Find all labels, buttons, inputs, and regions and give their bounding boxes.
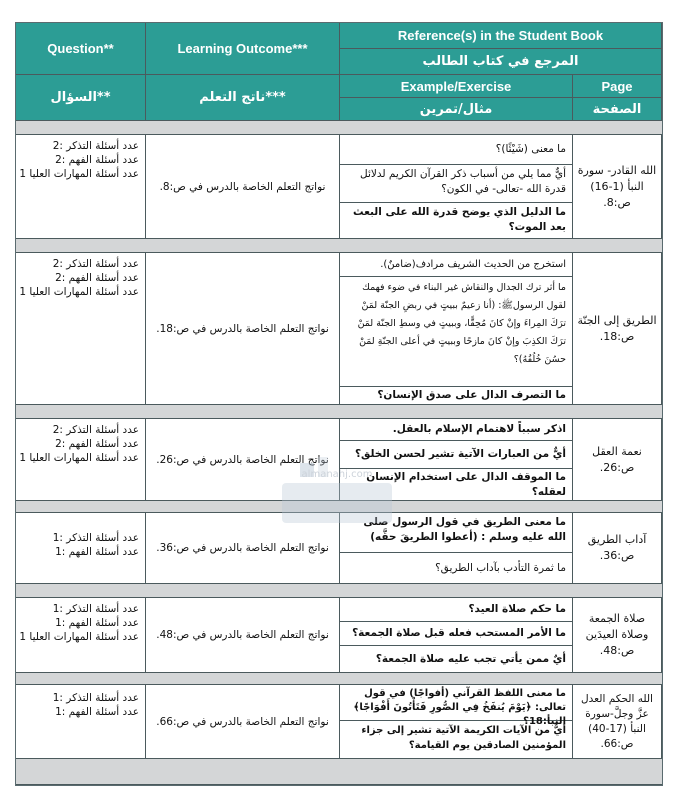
example-2-1: استخرج من الحديث الشريف مرادف(ضامنٌ). (340, 253, 573, 277)
learning-outcome-4: نواتج التعلم الخاصة بالدرس في ص:36. (146, 513, 340, 584)
site-watermark-logo (262, 455, 412, 545)
row-separator (16, 673, 662, 685)
header-question-en: Question** (16, 23, 146, 75)
question-counts-6: عدد أسئلة التذكر :1 عدد أسئلة الفهم :1 (16, 685, 146, 759)
page-ref-4: آداب الطريق ص:36. (573, 513, 662, 584)
example-3-3: ما الموقف الدال على استخدام الإنسان لعقله؟ (340, 469, 573, 501)
example-5-2: ما الأمر المستحب فعله قبل صلاة الجمعة؟ (340, 622, 573, 646)
row-separator (16, 405, 662, 419)
example-5-3: أيٌ ممن يأتي تجب عليه صلاة الجمعة؟ (340, 646, 573, 673)
example-6-1: ما معنى اللفظ القرآني (أفواجًا) في قول تعالى: ﴿يَوْمَ يُنفَخُ فِي الصُّورِ فَتَأْتُونَ أَفْوَاجًا﴾ النبأ:18؟ (340, 685, 573, 721)
page-ref-3: نعمة العقل ص:26. (573, 419, 662, 501)
row-separator (16, 759, 662, 785)
question-counts-2: عدد أسئلة التذكر :2 عدد أسئلة الفهم :2 عدد أسئلة المهارات العليا 1 (16, 253, 146, 405)
header-page-en: Page (573, 75, 662, 98)
row-separator (16, 121, 662, 135)
page-ref-5: صلاة الجمعة وصلاة العيدَين ص:48. (573, 598, 662, 673)
example-2-2: ما أثر ترك الجدال والنقاش غير البناء في ضوء فهمك لقول الرسولﷺ: (أنا زعيمٌ ببيتٍ في ربضِ الجنّة لمَنْ ترَكَ المِراءَ وإنْ كانَ مُحِقًّا، وببيتٍ في وسطِ الجنّة لمَنْ ترَكَ الكذِبَ وإنْ كانَ مازحًا وببيتٍ في أعلى الجنّةِ لمَنْ حسُنَ خُلُقُهُ)؟ (340, 277, 573, 387)
header-page-ar: الصفحة (573, 98, 662, 121)
example-2-3: ما التصرف الدال على صدق الإنسان؟ (340, 387, 573, 405)
learning-outcome-2: نواتج التعلم الخاصة بالدرس في ص:18. (146, 253, 340, 405)
header-example-ar: مثال/تمرين (340, 98, 573, 121)
row-separator (16, 584, 662, 598)
learning-outcome-3: نواتج التعلم الخاصة بالدرس في ص:26. (146, 419, 340, 501)
page-ref-6: الله الحكم العدل عزَّ وجلَّ-سورة النبأ (17-40) ص:66. (573, 685, 662, 759)
example-3-1: اذكر سبباً لاهتمام الإسلام بالعقل. (340, 419, 573, 441)
learning-outcome-1: نواتج التعلم الخاصة بالدرس في ص:8. (146, 135, 340, 239)
example-1-2: أيٌّ مما يلي من أسباب ذكر القرآن الكريم لدلائل قدرة الله -تعالى- في الكون؟ (340, 165, 573, 203)
example-1-3: ما الدليل الذي يوضح قدرة الله على البعث بعد الموت؟ (340, 203, 573, 239)
example-6-2: أيٌّ من الآيات الكريمة الآتية تشير إلى جزاء المؤمنين الصادقين يوم القيامة؟ (340, 721, 573, 759)
example-3-2: أيٌّ من العبارات الآتية تشير لحسن الخلق؟ (340, 441, 573, 469)
header-outcome-ar: ناتج التعلم*** (146, 75, 340, 121)
question-counts-4: عدد أسئلة التذكر :1 عدد أسئلة الفهم :1 (16, 513, 146, 584)
question-counts-5: عدد أسئلة التذكر :1 عدد أسئلة الفهم :1 عدد أسئلة المهارات العليا 1 (16, 598, 146, 673)
question-counts-3: عدد أسئلة التذكر :2 عدد أسئلة الفهم :2 عدد أسئلة المهارات العليا 1 (16, 419, 146, 501)
header-question-ar: السؤال** (16, 75, 146, 121)
row-separator (16, 239, 662, 253)
header-outcome-en: Learning Outcome*** (146, 23, 340, 75)
header-example-en: Example/Exercise (340, 75, 573, 98)
example-5-1: ما حكم صلاة العيد؟ (340, 598, 573, 622)
learning-outcome-5: نواتج التعلم الخاصة بالدرس في ص:48. (146, 598, 340, 673)
header-reference-ar: المرجع في كتاب الطالب (340, 49, 662, 75)
page-ref-1: الله القادر- سورة النبأ (1-16) ص:8. (573, 135, 662, 239)
question-counts-1: عدد أسئلة التذكر :2 عدد أسئلة الفهم :2 عدد أسئلة المهارات العليا 1 (16, 135, 146, 239)
page-ref-2: الطريق إلى الجنّة ص:18. (573, 253, 662, 405)
learning-outcome-6: نواتج التعلم الخاصة بالدرس في ص:66. (146, 685, 340, 759)
exam-specification-table (15, 22, 663, 786)
watermark-text: almanahj.com (301, 469, 373, 480)
example-4-2: ما ثمرة التأدب بآداب الطريق؟ (340, 553, 573, 584)
example-1-1: ما معنى (شَيْئًا)؟ (340, 135, 573, 165)
header-reference-en: Reference(s) in the Student Book (340, 23, 662, 49)
example-4-1: ما معنى الطريق في قول الرسول صلى الله عليه وسلم : (أعطوا الطريقَ حقَّه) (340, 513, 573, 553)
